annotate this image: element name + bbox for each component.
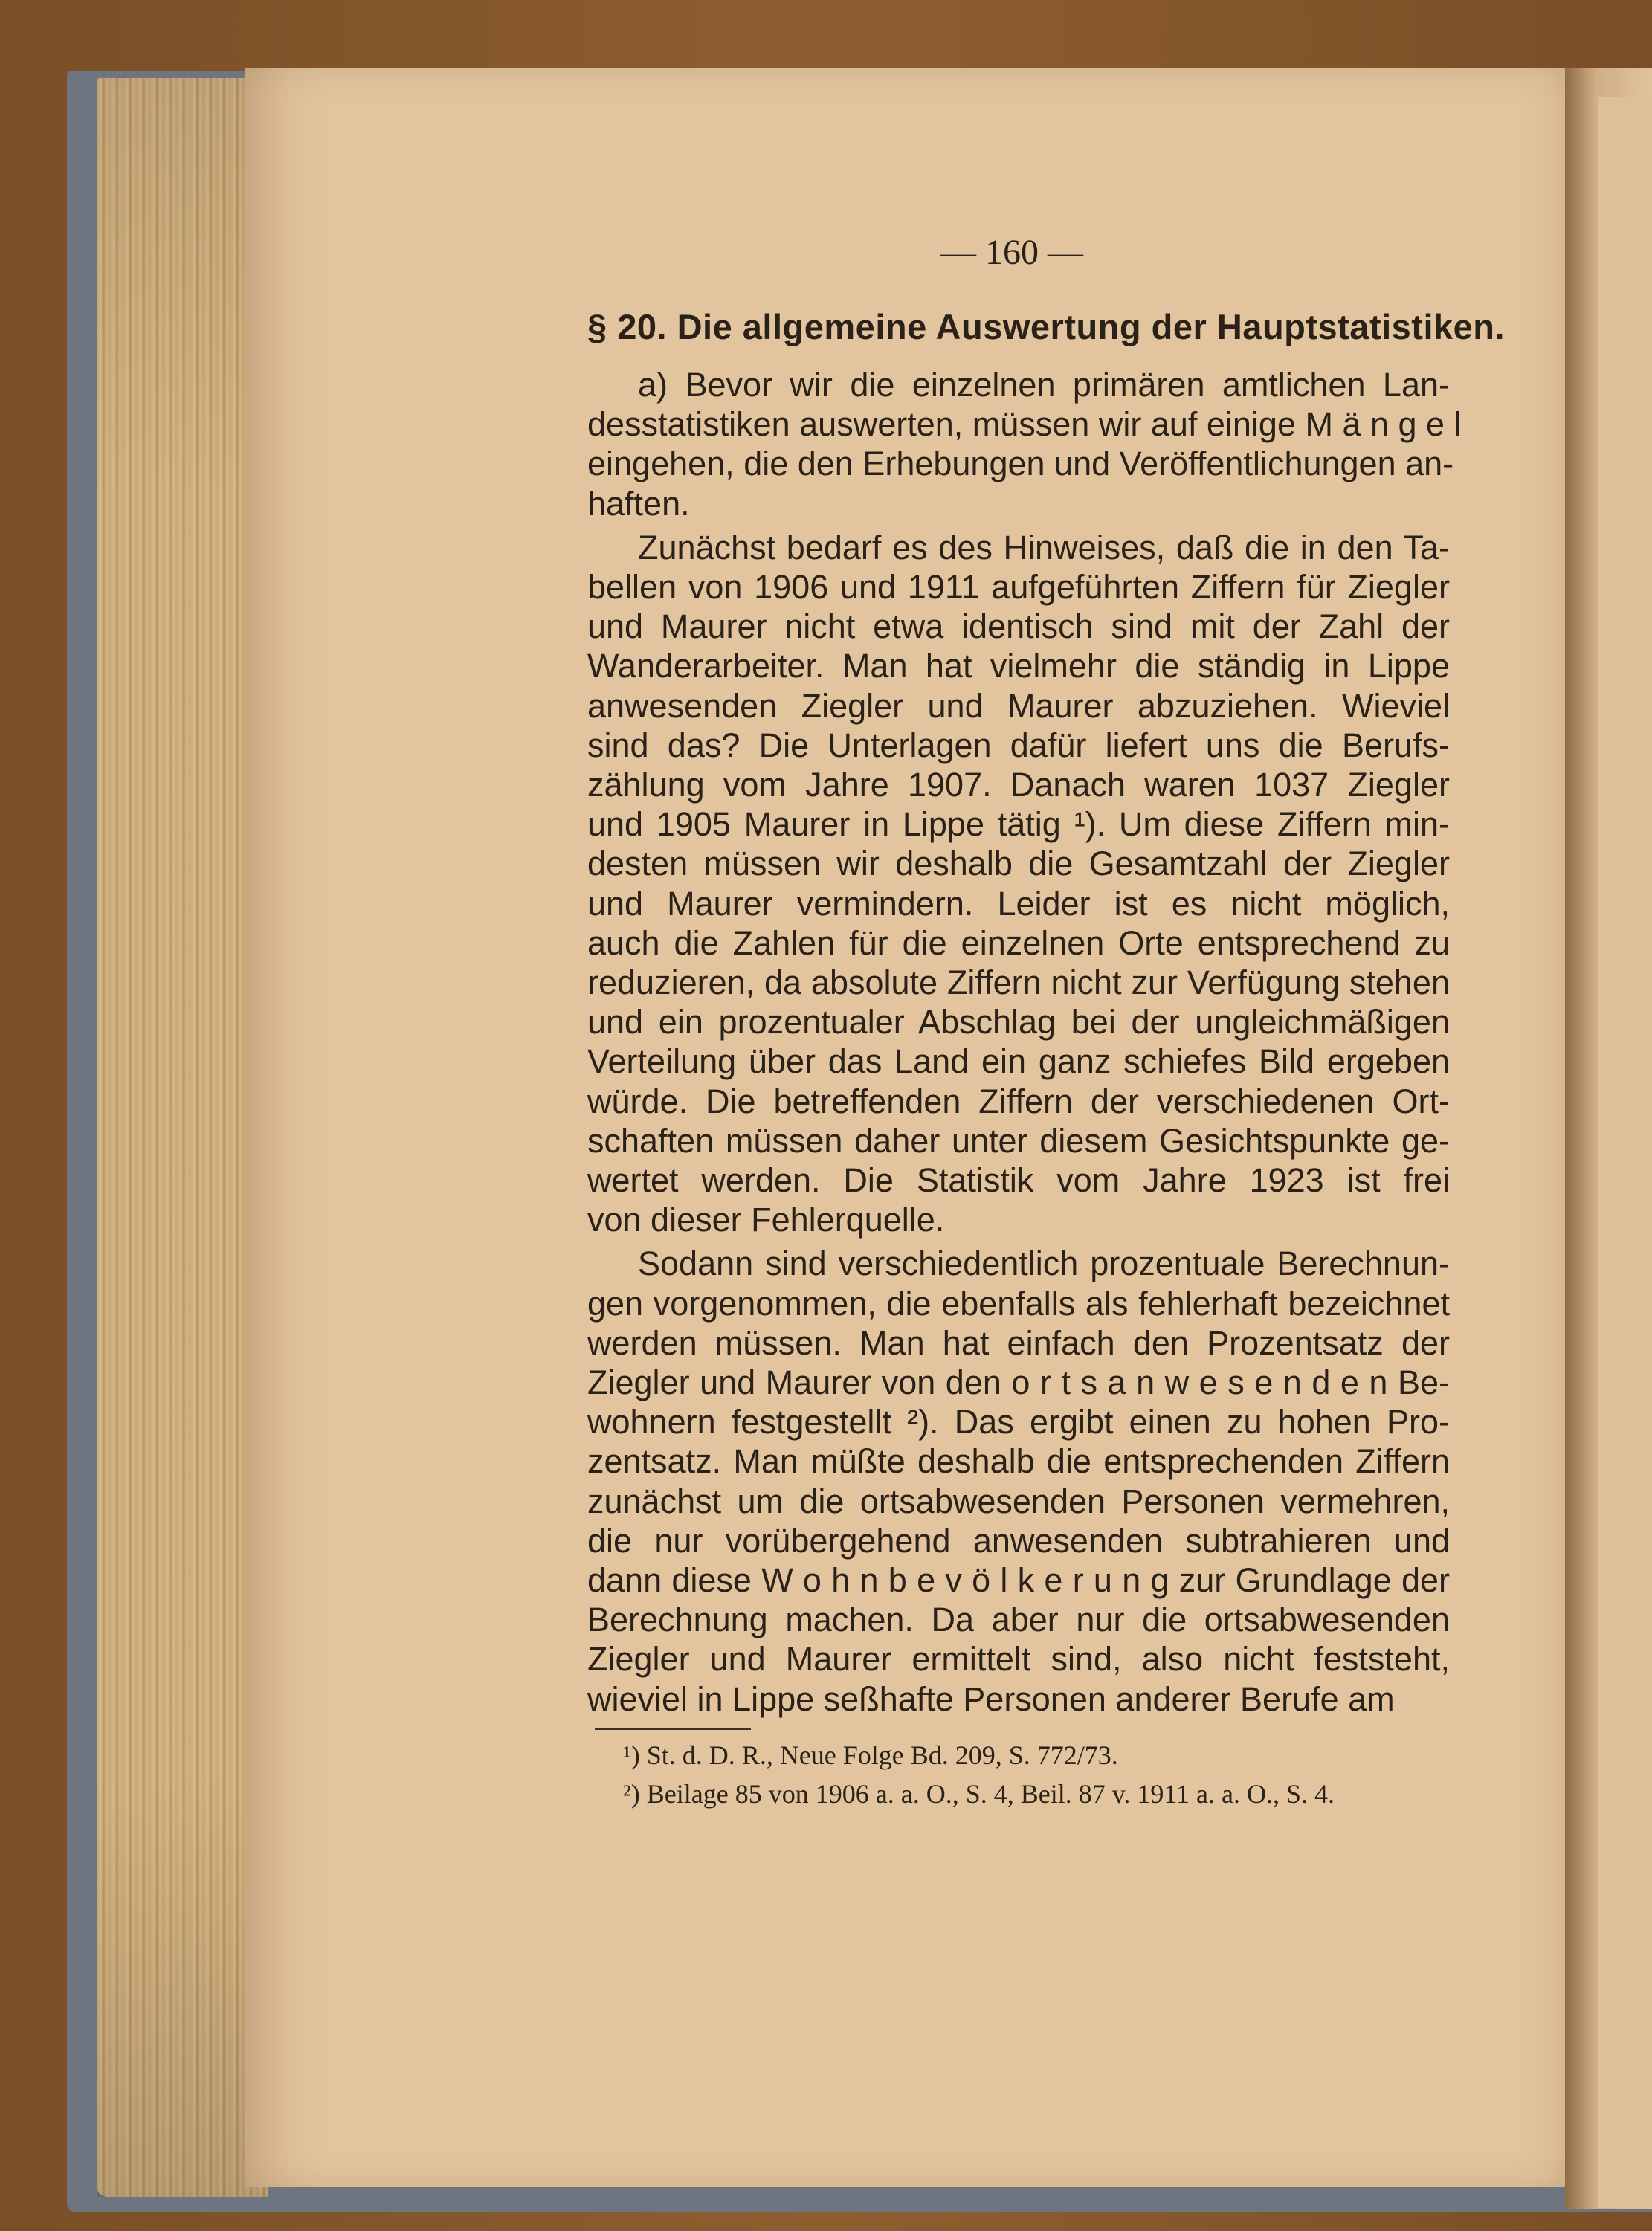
text-line: Wanderarbeiter. Man hat vielmehr die ständig in Lippe [587,647,1450,685]
text-line: und Maurer vermindern. Leider ist es nicht möglich, [587,884,1450,923]
text-line: dann diese W o h n b e v ö l k e r u n g zur Grundlage der [587,1561,1450,1599]
text-line: Berechnung machen. Da aber nur die ortsabwesenden [587,1601,1450,1639]
text-line: reduzieren, da absolute Ziffern nicht zur Verfügung stehen [587,963,1450,1001]
text-line: bellen von 1906 und 1911 aufgeführten Ziffern für Ziegler [587,568,1450,606]
text-line: eingehen, die den Erhebungen und Veröffentlichungen an- [587,445,1454,483]
page-number: — 160 — [940,233,1083,272]
section-heading: § 20. Die allgemeine Auswertung der Hauptstatistiken. [587,307,1506,346]
text-line: Ziegler und Maurer ermittelt sind, also nicht feststeht, [587,1640,1450,1679]
text-line: wohnern festgestellt ²). Das ergibt einen zu hohen Pro- [587,1403,1450,1441]
text-line: Ziegler und Maurer von den o r t s a n w e s e n d e n Be- [587,1363,1450,1401]
text-line: haften. [587,484,690,523]
text-line: und 1905 Maurer in Lippe tätig ¹). Um diese Ziffern min- [587,805,1450,844]
text-line: die nur vorübergehend anwesenden subtrahieren und [587,1521,1450,1560]
text-line: zählung vom Jahre 1907. Danach waren 1037 Ziegler [587,766,1450,804]
footnote-rule [595,1728,751,1730]
text-line: und ein prozentualer Abschlag bei der ungleichmäßigen [587,1003,1450,1042]
text-line: von dieser Fehlerquelle. [587,1201,945,1239]
text-line: wertet werden. Die Statistik vom Jahre 1923 ist frei [587,1161,1450,1199]
facing-page-edge [1598,97,1652,2208]
text-line: wieviel in Lippe seßhafte Personen anderer Berufe am [587,1679,1395,1718]
text-line: Zunächst bedarf es des Hinweises, daß die in den Ta- [638,528,1450,566]
text-line: werden müssen. Man hat einfach den Prozentsatz der [587,1323,1450,1362]
text-line: desstatistiken auswerten, müssen wir auf einige M ä n g e l [587,405,1462,444]
text-line: auch die Zahlen für die einzelnen Orte entsprechend zu [587,923,1450,962]
text-line: Verteilung über das Land ein ganz schiefes Bild ergeben [587,1042,1450,1081]
text-line: würde. Die betreffenden Ziffern der verschiedenen Ort- [587,1082,1450,1120]
footnote-2: ²) Beilage 85 von 1906 a. a. O., S. 4, Beil. 87 v. 1911 a. a. O., S. 4. [623,1779,1335,1809]
text-line: zentsatz. Man müßte deshalb die entsprechenden Ziffern [587,1442,1450,1481]
text-line: und Maurer nicht etwa identisch sind mit der Zahl der [587,607,1450,646]
page-edges-shade [97,78,268,2197]
text-line: gen vorgenommen, die ebenfalls als fehlerhaft bezeichnet [587,1284,1450,1323]
text-line: desten müssen wir deshalb die Gesamtzahl der Ziegler [587,845,1450,883]
text-line: Sodann sind verschiedentlich prozentuale Berechnun- [638,1244,1450,1283]
text-line: anwesenden Ziegler und Maurer abzuziehen. Wieviel [587,686,1450,725]
text-line: sind das? Die Unterlagen dafür liefert uns die Berufs- [587,726,1450,764]
text-line: schaften müssen daher unter diesem Gesichtspunkte ge- [587,1121,1450,1160]
text-line: a) Bevor wir die einzelnen primären amtlichen Lan- [638,366,1450,404]
text-line: zunächst um die ortsabwesenden Personen vermehren, [587,1482,1450,1520]
footnote-1: ¹) St. d. D. R., Neue Folge Bd. 209, S. 772/73. [623,1740,1118,1770]
